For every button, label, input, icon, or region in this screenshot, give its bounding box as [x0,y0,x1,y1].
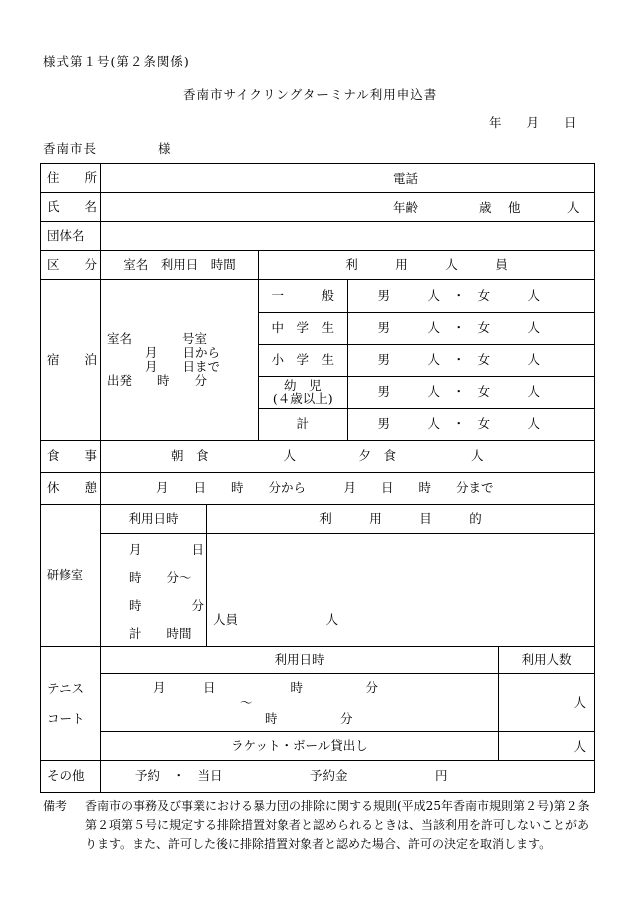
lodging-counts-table [259,280,594,440]
remarks-label: 備考 [43,799,68,813]
lodging-row-elementary [259,344,594,376]
name-label: 氏 名 [41,193,101,222]
type-junior-high: 中 学 生 [259,312,347,344]
type-general: 一 般 [259,280,347,312]
tennis-date-header: 利用日時 [101,647,499,674]
category-sub: 室名 利用日 時間 [101,251,259,280]
training-label: 研修室 [41,505,101,647]
training-total: 計 時間 [129,626,192,641]
training-date-header: 利用日時 [101,505,207,534]
tennis-body-row [41,674,595,732]
remarks-text: 香南市の事務及び事業における暴力団の排除に関する規則(平成25年香南市規則第２号)第２条第２項第５号に規定する排除措置対象者と認められるときは、当該利用を許可しないことがあります。また、許可した後に排除措置対象者と認めた場合、許可の決定を取消します。 [85,799,590,851]
count-general[interactable]: 男 人 ・ 女 人 [347,280,594,312]
age-unit: 歳 [479,200,492,215]
group-field[interactable] [101,222,595,251]
age-label: 年齢 [393,200,419,215]
training-purpose-cell[interactable] [207,534,595,647]
lodging-row-infant [259,376,594,408]
tennis-count-header: 利用人数 [499,647,595,674]
address-field[interactable] [101,164,595,193]
lodging-label: 宿 泊 [41,280,101,441]
racket-label: ラケット・ボール貸出し [101,732,499,761]
count-total[interactable]: 男 人 ・ 女 人 [347,408,594,440]
infant-note: (４歳以上) [272,391,333,406]
racket-count-cell[interactable] [499,732,595,761]
infant-label: 幼 児 [283,378,322,393]
meal-row [41,441,595,473]
rest-content[interactable]: 月 日 時 分から 月 日 時 分まで [101,473,595,505]
racket-person-unit: 人 [573,739,587,754]
lodging-row-junior [259,312,594,344]
rest-label: 休 憩 [41,473,101,505]
category-label: 区 分 [41,251,101,280]
tennis-count-cell[interactable] [499,674,595,732]
rest-row [41,473,595,505]
lodging-counts [259,280,595,441]
lodging-detail[interactable] [101,280,259,441]
type-infant [259,376,347,408]
date-line: 年 月 日 [489,115,577,130]
training-body-row [41,534,595,647]
lodging-room: 室名 号室 [107,331,208,346]
tennis-person-unit: 人 [573,695,587,710]
lodging-row [41,280,595,441]
honorific: 様 [158,141,171,156]
addressee: 香南市長 [43,141,98,156]
tennis-label-2: コート [47,710,85,726]
name-row [41,193,595,222]
other-content[interactable]: 予約 ・ 当日 予約金 円 [101,761,595,793]
tennis-label [41,647,101,761]
name-field[interactable] [101,193,595,222]
tennis-tilde: 〜 [240,695,253,710]
type-elementary: 小 学 生 [259,344,347,376]
lodging-from: 月 日から [145,345,221,360]
phone-label: 電話 [393,171,419,186]
group-row [41,222,595,251]
category-row [41,251,595,280]
training-purpose-header: 利 用 目 的 [207,505,595,534]
tennis-month-day: 月 日 時 分 [153,680,379,695]
other-row [41,761,595,793]
tennis-date-cell[interactable] [101,674,499,732]
lodging-depart: 出発 時 分 [107,373,208,388]
count-junior-high[interactable]: 男 人 ・ 女 人 [347,312,594,344]
users-header: 利 用 人 員 [259,251,595,280]
training-month-day: 月 日 [129,542,205,557]
form-number: 様式第１号(第２条関係) [43,54,190,69]
group-label: 団体名 [41,222,101,251]
type-total: 計 [259,408,347,440]
meal-content[interactable]: 朝 食 人 夕 食 人 [101,441,595,473]
training-date-cell[interactable] [101,534,207,647]
racket-row [41,732,595,761]
tennis-header-row [41,647,595,674]
lodging-to: 月 日まで [145,359,221,374]
training-header-row [41,505,595,534]
meal-label: 食 事 [41,441,101,473]
lodging-row-total [259,408,594,440]
tennis-time-to: 時 分 [265,711,353,726]
others-unit: 人 [567,200,580,215]
other-label: その他 [41,761,101,793]
count-infant[interactable]: 男 人 ・ 女 人 [347,376,594,408]
training-time-from: 時 分〜 [129,570,192,585]
count-elementary[interactable]: 男 人 ・ 女 人 [347,344,594,376]
training-time-to: 時 分 [129,598,205,613]
form-title: 香南市サイクリングターミナル利用申込書 [183,87,438,102]
lodging-row-general [259,280,594,312]
others-label: 他 [508,200,521,215]
application-table [40,163,595,793]
address-row [41,164,595,193]
training-people: 人員 人 [213,612,339,627]
tennis-label-1: テニス [47,680,85,696]
address-label: 住 所 [41,164,101,193]
